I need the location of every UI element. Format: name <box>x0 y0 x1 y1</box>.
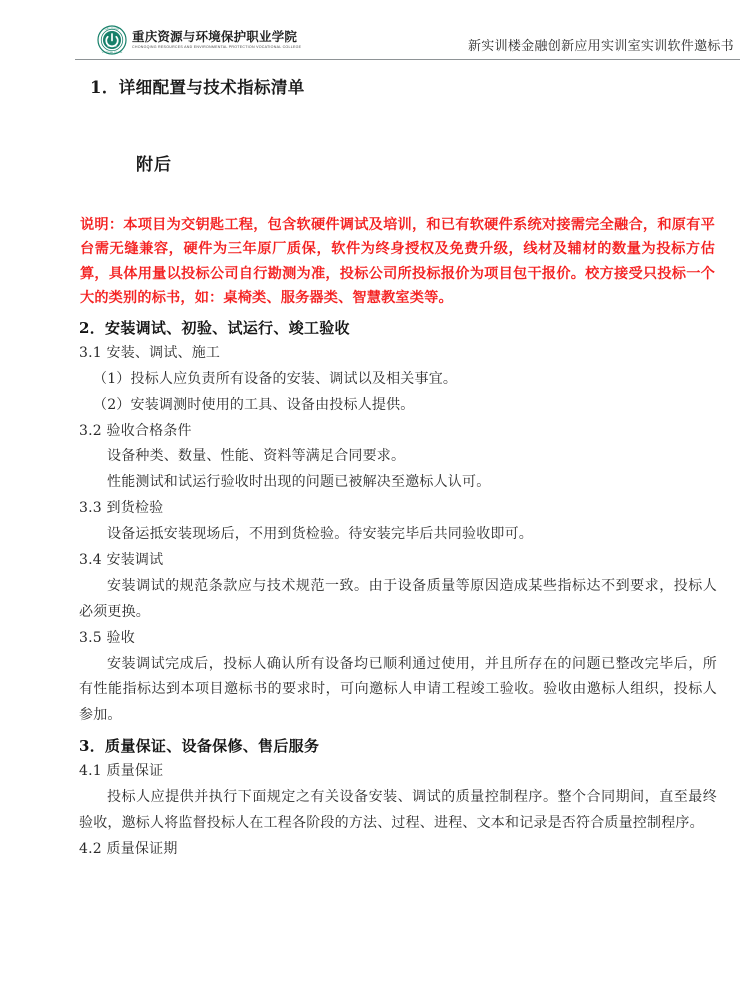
item-3-1-1: （1）投标人应负责所有设备的安装、调试以及相关事宜。 <box>93 370 458 387</box>
paragraph-3-3-1: 设备运抵安装现场后，不用到货检验。待安装完毕后共同验收即可。 <box>107 526 533 543</box>
heading-3-2: 3.2 验收合格条件 <box>79 422 192 439</box>
document-body <box>76 68 721 863</box>
header-document-title: 新实训楼金融创新应用实训室实训软件邀标书 <box>467 39 734 54</box>
svg-text:VOCATIONAL COLLEGE: VOCATIONAL COLLEGE <box>101 52 123 54</box>
heading-3-5: 3.5 验收 <box>79 629 135 646</box>
heading-4-2: 4.2 质量保证期 <box>79 841 178 858</box>
attachment-note: 附后 <box>136 155 172 175</box>
heading-section-1: 1．详细配置与技术指标清单 <box>90 78 305 97</box>
college-seal-icon <box>97 25 127 55</box>
college-name-cn: 重庆资源与环境保护职业学院 <box>132 28 298 44</box>
college-name-en: CHONGQING RESOURCES AND ENVIRONMENTAL PROTECTION VOCATIONAL COLLEGE <box>132 44 302 49</box>
heading-4-1: 4.1 质量保证 <box>79 763 164 780</box>
paragraph-3-2-1: 设备种类、数量、性能、资料等满足合同要求。 <box>107 448 406 465</box>
spacer <box>76 99 721 153</box>
heading-3-3: 3.3 到货检验 <box>79 500 164 517</box>
spacer <box>76 177 721 213</box>
institution-logo <box>97 25 301 55</box>
heading-3-1: 3.1 安装、调试、施工 <box>79 344 221 361</box>
paragraph-3-4-1: 安装调试的规范条款应与技术规范一致。由于设备质量等原因造成某些指标达不到要求，投标人必须更换。 <box>79 577 717 620</box>
heading-section-2: 2．安装调试、初验、试运行、竣工验收 <box>79 318 350 337</box>
paragraph-3-5-1: 安装调试完成后，投标人确认所有设备均已顺利通过使用，并且所存在的问题已整改完毕后，所有性能指标达到本项目邀标书的要求时，可向邀标人申请工程竣工验收。验收由邀标人组织，投标人参加。 <box>79 655 717 724</box>
svg-text:资源与环境保护: 资源与环境保护 <box>104 27 120 31</box>
heading-section-3: 3．质量保证、设备保修、售后服务 <box>79 737 320 756</box>
item-3-1-2: （2）安装调测时使用的工具、设备由投标人提供。 <box>93 396 415 413</box>
paragraph-4-1-1: 投标人应提供并执行下面规定之有关设备安装、调试的质量控制程序。整个合同期间，直至最终验收，邀标人将监督投标人在工程各阶段的方法、过程、进程、文本和记录是否符合质量控制程序。 <box>79 789 717 832</box>
page-header <box>75 18 740 60</box>
paragraph-3-2-2: 性能测试和试运行验收时出现的问题已被解决至邀标人认可。 <box>107 474 491 491</box>
red-explanatory-note: 说明：本项目为交钥匙工程，包含软硬件调试及培训，和已有软硬件系统对接需完全融合，和原有平台需无缝兼容，硬件为三年原厂质保，软件为终身授权及免费升级，线材及辅材的数量为投标方估算，具体用量以投标公司自行勘测为准，投标公司所投标报价为项目包干报价。校方接受只投标一个大的类别的标书，如：桌椅类、服务器类、智慧教室类等。 <box>80 216 715 307</box>
heading-3-4: 3.4 安装调试 <box>79 551 164 568</box>
